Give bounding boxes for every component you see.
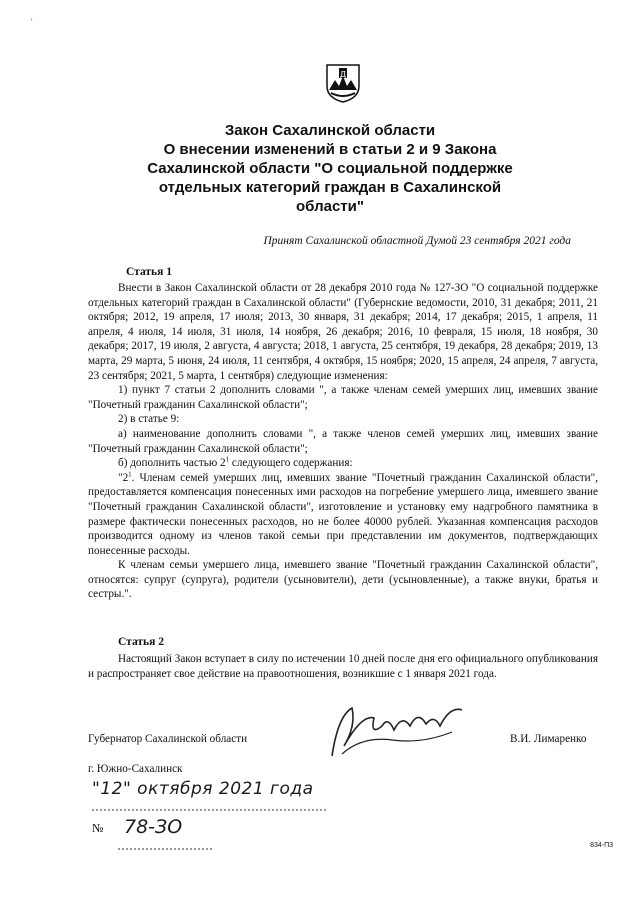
title-line-1: Закон Сахалинской области	[224, 122, 436, 139]
governor-position: Губернатор Сахалинской области	[88, 733, 248, 745]
article-2-text: Настоящий Закон вступает в силу по истечении 10 дней после дня его официального опубликования и распространяет свое действие на правоотношения, возникшие с 1 января 2021 года.	[88, 653, 598, 680]
article-1-quote-2: К членам семьи умершего лица, имевшего звание "Почетный гражданин Сахалинской области", относятся: супруг (супруга), родители (усыновители), дети (усыновленные), а также внуки, братья и сестры.".	[88, 559, 598, 601]
article-1-quote: "$2^1$. Членам семей умерших лиц, имевших звание "Почетный гражданин Сахалинской области", предоставляется компенсация понесенных ими расходов на погребение умершего лица, имевшего звание "Почетный гражданин Сахалинской области", изготовление и установку ему надгробного памятника в размере фактически понесенных расходов, но не более 40000 рублей. Указанная компенсация расходов производится одному из членов такой семьи при представлении им документов, подтверждающих понесенные расходы.	[88, 469, 598, 557]
title-line-4: отдельных категорий граждан в Сахалинской	[158, 179, 502, 196]
adoption-note: Принят Сахалинской областной Думой 23 сентября 2021 года	[263, 235, 571, 247]
date-underline	[92, 799, 332, 817]
governor-name: В.И. Лимаренко	[510, 733, 587, 745]
coat-of-arms-icon	[323, 62, 363, 104]
article-1-body	[88, 281, 598, 602]
law-title	[90, 121, 570, 216]
title-line-2: О внесении изменений в статьи 2 и 9 Закона	[163, 141, 497, 158]
number-underline	[118, 838, 218, 856]
title-line-3: Сахалинской области "О социальной поддержке	[147, 160, 513, 177]
number-label: №	[92, 821, 104, 835]
handwritten-number: 78-ЗО	[124, 816, 183, 838]
article-1-heading: Статья 1	[126, 266, 172, 278]
article-1-item-2a: а) наименование дополнить словами ", а также членов семей умерших лиц, имевших звание "Почетный гражданин Сахалинской области";	[88, 427, 598, 455]
article-1-item-2b: б) дополнить частью $2^1$ следующего содержания:	[118, 455, 353, 470]
document-code: 834-П3	[590, 842, 613, 849]
article-1-item-2: 2) в статье 9:	[118, 413, 180, 426]
corner-mark: ʾ	[30, 18, 34, 29]
article-2-heading: Статья 2	[118, 636, 164, 648]
signature-icon	[322, 696, 472, 771]
article-1-item-1: 1) пункт 7 статьи 2 дополнить словами ", а также членам семей умерших лиц, имевших звание "Почетный гражданин Сахалинской области";	[88, 384, 598, 411]
svg-text:Д: Д	[339, 70, 347, 79]
title-line-5: области"	[296, 198, 364, 215]
handwritten-date: "12" октября 2021 года	[92, 779, 314, 799]
article-2-body	[88, 652, 598, 681]
article-1-intro: Внести в Закон Сахалинской области от 28 декабря 2010 года № 127-ЗО "О социальной поддержке отдельных категорий граждан в Сахалинской области" (Губернские ведомости, 2010, 31 декабря; 2011, 21 октября; 2012, 19 апреля, 17 июля; 2013, 30 января, 31 декабря; 2014, 17 декабря; 2015, 1 апреля, 11 апреля, 4 июля, 14 июля, 31 июля, 14 ноября, 26 декабря; 2016, 10 февраля, 15 июля, 18 ноября, 30 декабря; 2017, 19 июля, 2 августа, 4 августа; 2018, 1 августа, 25 сентября, 19 декабря, 28 декабря; 2019, 13 марта, 29 марта, 5 июня, 24 июля, 11 сентября, 4 октября, 15 ноября; 2020, 15 апреля, 24 апреля, 7 августа, 23 сентября; 2021, 5 марта, 1 сентября) следующие изменения:	[88, 282, 598, 382]
city: г. Южно-Сахалинск	[88, 763, 183, 775]
